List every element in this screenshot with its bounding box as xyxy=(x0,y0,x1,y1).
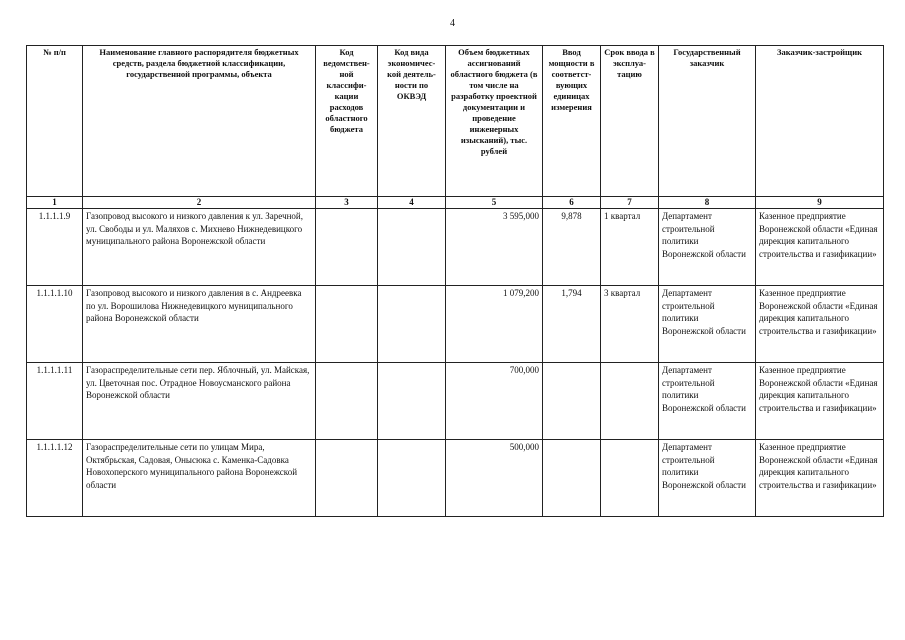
dept-code xyxy=(316,440,378,517)
column-number: 6 xyxy=(543,197,601,209)
okved-code xyxy=(378,209,446,286)
dept-code xyxy=(316,209,378,286)
budget-amount: 1 079,200 xyxy=(446,286,543,363)
commission-period: 1 квартал xyxy=(601,209,659,286)
header-cell: Код вида экономичес-кой деятель-ности по ОКВЭД xyxy=(378,46,446,197)
capacity-value xyxy=(543,363,601,440)
budget-amount: 700,000 xyxy=(446,363,543,440)
okved-code xyxy=(378,440,446,517)
row-number: 1.1.1.1.11 xyxy=(27,363,83,440)
column-number: 8 xyxy=(659,197,756,209)
row-number: 1.1.1.1.9 xyxy=(27,209,83,286)
table-row xyxy=(27,363,884,440)
header-cell: Наименование главного распорядителя бюджетных средств, раздела бюджетной классификации, государственной программы, объекта xyxy=(83,46,316,197)
column-number: 1 xyxy=(27,197,83,209)
state-customer: Департамент строительной политики Воронежской области xyxy=(659,363,756,440)
developer-customer: Казенное предприятие Воронежской области «Единая дирекция капитального строительства и газификации» xyxy=(756,286,884,363)
object-name: Газораспределительные сети по улицам Мира, Октябрьская, Садовая, Онысюка с. Каменка-Садовка Новохоперского муниципального района Воронежской области xyxy=(83,440,316,517)
object-name: Газопровод высокого и низкого давления в с. Андреевка по ул. Ворошилова Нижнедевицкого муниципального района Воронежской области xyxy=(83,286,316,363)
table-row xyxy=(27,286,884,363)
page-number: 4 xyxy=(450,18,455,29)
header-row xyxy=(27,46,884,197)
column-number: 3 xyxy=(316,197,378,209)
header-cell: Государственный заказчик xyxy=(659,46,756,197)
okved-code xyxy=(378,363,446,440)
column-number: 9 xyxy=(756,197,884,209)
table-row xyxy=(27,440,884,517)
state-customer: Департамент строительной политики Воронежской области xyxy=(659,440,756,517)
header-cell: № п/п xyxy=(27,46,83,197)
capacity-value: 9,878 xyxy=(543,209,601,286)
budget-amount: 500,000 xyxy=(446,440,543,517)
state-customer: Департамент строительной политики Воронежской области xyxy=(659,209,756,286)
commission-period xyxy=(601,363,659,440)
table-row xyxy=(27,209,884,286)
budget-amount: 3 595,000 xyxy=(446,209,543,286)
budget-table xyxy=(26,45,884,517)
header-cell: Объем бюджетных ассигнований областного бюджета (в том числе на разработку проектной документации и проведение инженерных изысканий), тыс. рублей xyxy=(446,46,543,197)
developer-customer: Казенное предприятие Воронежской области «Единая дирекция капитального строительства и газификации» xyxy=(756,209,884,286)
commission-period: 3 квартал xyxy=(601,286,659,363)
dept-code xyxy=(316,363,378,440)
row-number: 1.1.1.1.12 xyxy=(27,440,83,517)
column-number: 5 xyxy=(446,197,543,209)
okved-code xyxy=(378,286,446,363)
header-cell: Код ведомствен-ной классифи-кации расходов областного бюджета xyxy=(316,46,378,197)
dept-code xyxy=(316,286,378,363)
column-number: 4 xyxy=(378,197,446,209)
object-name: Газопровод высокого и низкого давления к ул. Заречной, ул. Свободы и ул. Маляхов с. Михнево Нижнедевицкого муниципального района Воронежской области xyxy=(83,209,316,286)
header-cell: Срок ввода в эксплуа-тацию xyxy=(601,46,659,197)
column-number: 2 xyxy=(83,197,316,209)
row-number: 1.1.1.1.10 xyxy=(27,286,83,363)
developer-customer: Казенное предприятие Воронежской области «Единая дирекция капитального строительства и газификации» xyxy=(756,363,884,440)
commission-period xyxy=(601,440,659,517)
object-name: Газораспределительные сети пер. Яблочный, ул. Майская, ул. Цветочная пос. Отрадное Новоусманского района Воронежской области xyxy=(83,363,316,440)
header-cell: Заказчик-застройщик xyxy=(756,46,884,197)
column-number: 7 xyxy=(601,197,659,209)
state-customer: Департамент строительной политики Воронежской области xyxy=(659,286,756,363)
capacity-value: 1,794 xyxy=(543,286,601,363)
developer-customer: Казенное предприятие Воронежской области «Единая дирекция капитального строительства и газификации» xyxy=(756,440,884,517)
column-number-row xyxy=(27,197,884,209)
header-cell: Ввод мощности в соответст-вующих единицах измерения xyxy=(543,46,601,197)
capacity-value xyxy=(543,440,601,517)
